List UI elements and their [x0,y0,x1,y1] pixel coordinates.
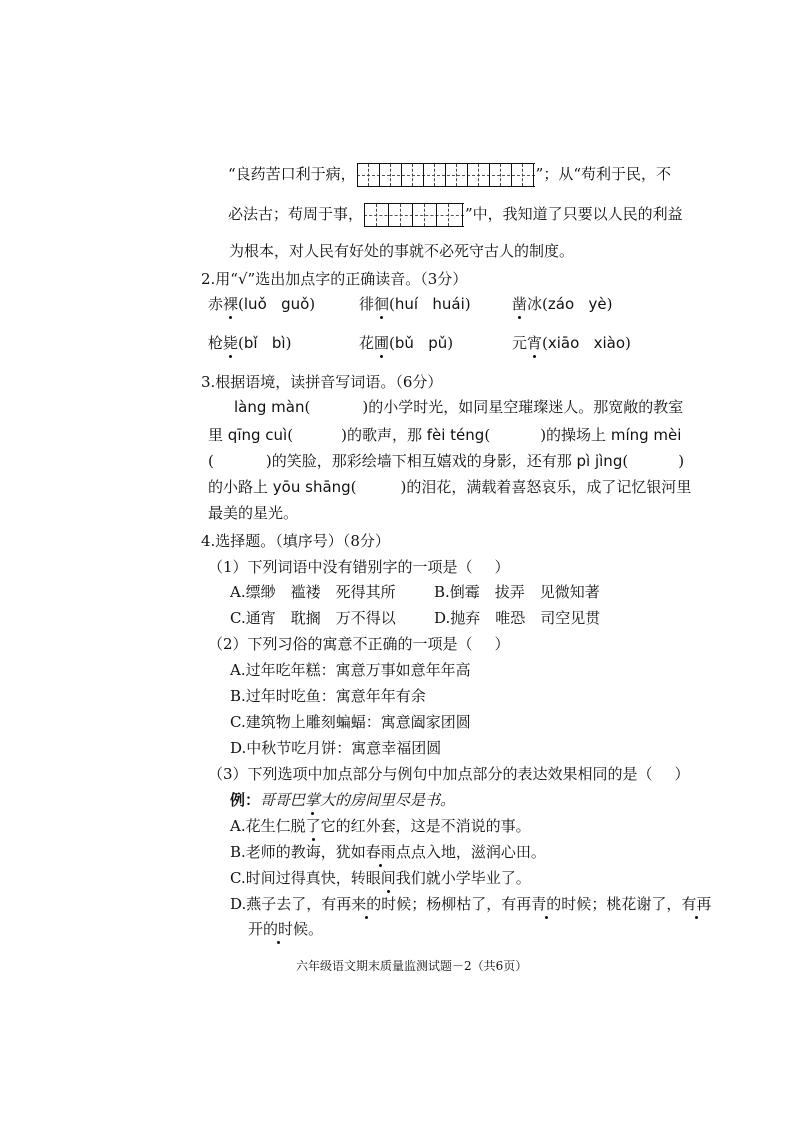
q2-item-5: 花圃(bǔ pǔ) [359,334,454,352]
pinyin: làng màn [234,398,305,416]
answer-grid-1[interactable] [357,163,535,187]
pinyin-option[interactable]: huái [432,295,465,313]
q1-line-1 [228,163,671,187]
q2-item-2: 徘徊(huí huái) [359,295,471,313]
pinyin-option[interactable]: xiāo [547,334,580,352]
pinyin-option[interactable]: bǐ [243,334,258,352]
pinyin-option[interactable]: huí [394,295,419,313]
dotted-char: 宵 [527,334,543,352]
pinyin-option[interactable]: pǔ [428,334,448,352]
pinyin-option[interactable]: záo [547,295,575,313]
dotted-phrase: 脱了它 [290,817,336,835]
q3-line-5: 最美的星光。 [208,504,299,522]
pinyin: yōu shāng [272,478,351,496]
q4-s2-option-b: B.过年时吃鱼：寓意年年有余 [230,687,426,705]
q4-s1-option-a: A.缥缈 褴褛 死得其所 [230,583,396,601]
dotted-char: 凿 [512,295,528,313]
q2-title: 2.用“√”选出加点字的正确读音。（3分） [201,270,468,288]
page-footer: 六年级语文期末质量监测试题－2（共6页） [296,959,528,973]
q4-s1-option-d: D.抛弃 唯恐 司空见贯 [434,609,601,627]
q4-s2-option-a: A.过年吃年糕：寓意万事如意年年高 [230,661,471,679]
dotted-phrase: 有再青的时候 [501,895,592,913]
q1-text: ”；从“苟利于民，不 [535,165,672,183]
q3-line-4: 的小路上 yōu shāng( )的泪花，满载着喜怒哀乐，成了记忆银河里 [208,478,692,496]
q4-sub3-question: （3）下列选项中加点部分与例句中加点部分的表达效果相同的是（ ） [208,765,690,783]
q1-text: ”中，我知道了只要以人民的利益 [465,205,683,223]
pinyin-option[interactable]: bǔ [394,334,414,352]
q4-s2-option-d: D.中秋节吃月饼：寓意幸福团圆 [230,739,442,757]
q4-s3-option-b: B.老师的教诲，犹如春雨点点入地，滋润心田。 [230,843,546,861]
dotted-phrase: 转眼间我们 [350,869,426,887]
q3-line-3: ( )的笑脸，那彩绘墙下相互嬉戏的身影，还有那 pì jìng( ) [208,452,685,470]
dotted-phrase: 有再 [681,895,712,913]
dotted-char: 圃 [374,334,390,352]
dotted-char: 徊 [374,295,390,313]
dotted-char: 毙 [223,334,239,352]
pinyin-option[interactable]: bì [271,334,286,352]
q4-s3-option-c: C.时间过得真快，转眼间我们就小学毕业了。 [230,869,531,887]
answer-grid-2[interactable] [364,203,464,227]
q4-sub2-question: （2）下列习俗的寓意不正确的一项是（ ） [208,635,510,653]
pinyin-option[interactable]: luǒ [243,295,267,313]
dotted-phrase: 有再来的时候 [321,895,412,913]
q1-line-3: 为根本，对人民有好处的事就不必死守古人的制度。 [229,242,575,260]
pinyin-option[interactable]: yè [588,295,607,313]
q2-item-3: 凿冰(záo yè) [512,295,613,313]
q4-s1-option-c: C.通宵 耽搁 万不得以 [230,609,396,627]
dotted-phrase: 春雨 [365,843,396,861]
pinyin-option[interactable]: guǒ [281,295,310,313]
q4-s3-option-a: A.花生仁脱了它的红外套，这是不消说的事。 [230,817,531,835]
q2-item-6: 元宵(xiāo xiào) [512,334,631,352]
q4-s3-option-d-cont: 开的时候。 [248,920,324,938]
dotted-char: 裸 [223,295,239,313]
q4-title: 4.选择题。（填序号）（8分） [201,532,390,550]
q4-s1-option-b: B.倒霉 拔弄 见微知著 [434,583,600,601]
q1-line-2 [228,203,683,227]
pinyin: fèi téng [426,426,485,444]
q1-text: “良药苦口利于病， [228,165,356,183]
pinyin-option[interactable]: xiào [593,334,626,352]
pinyin: pì jìng [576,452,623,470]
q4-sub1-question: （1）下列词语中没有错别字的一项是（ ） [208,558,510,576]
q4-s3-option-d: D.燕子去了，有再来的时候；杨柳枯了，有再青的时候；桃花谢了，有再 [230,895,712,913]
q3-line-2: 里 qīng cuì( )的歌声，那 fèi téng( )的操场上 míng mèi [208,426,682,444]
dotted-phrase: 开的时候 [248,920,309,938]
q2-item-1: 赤裸(luǒ guǒ) [208,295,316,313]
pinyin: qīng cuì [227,426,288,444]
q2-item-4: 枪毙(bǐ bì) [208,334,292,352]
q1-text: 必法古；苟周于事， [228,205,364,223]
q3-title: 3.根据语境，读拼音写词语。（6分） [201,373,443,391]
q3-line-1: làng màn( )的小学时光，如同星空璀璨迷人。那宽敞的教室 [234,398,684,416]
q4-s2-option-c: C.建筑物上雕刻蝙蝠：寓意阖家团圆 [230,713,471,731]
pinyin: míng mèi [610,426,682,444]
q4-s3-example: 例：哥哥巴掌大的房间里尽是书。 [230,791,456,809]
